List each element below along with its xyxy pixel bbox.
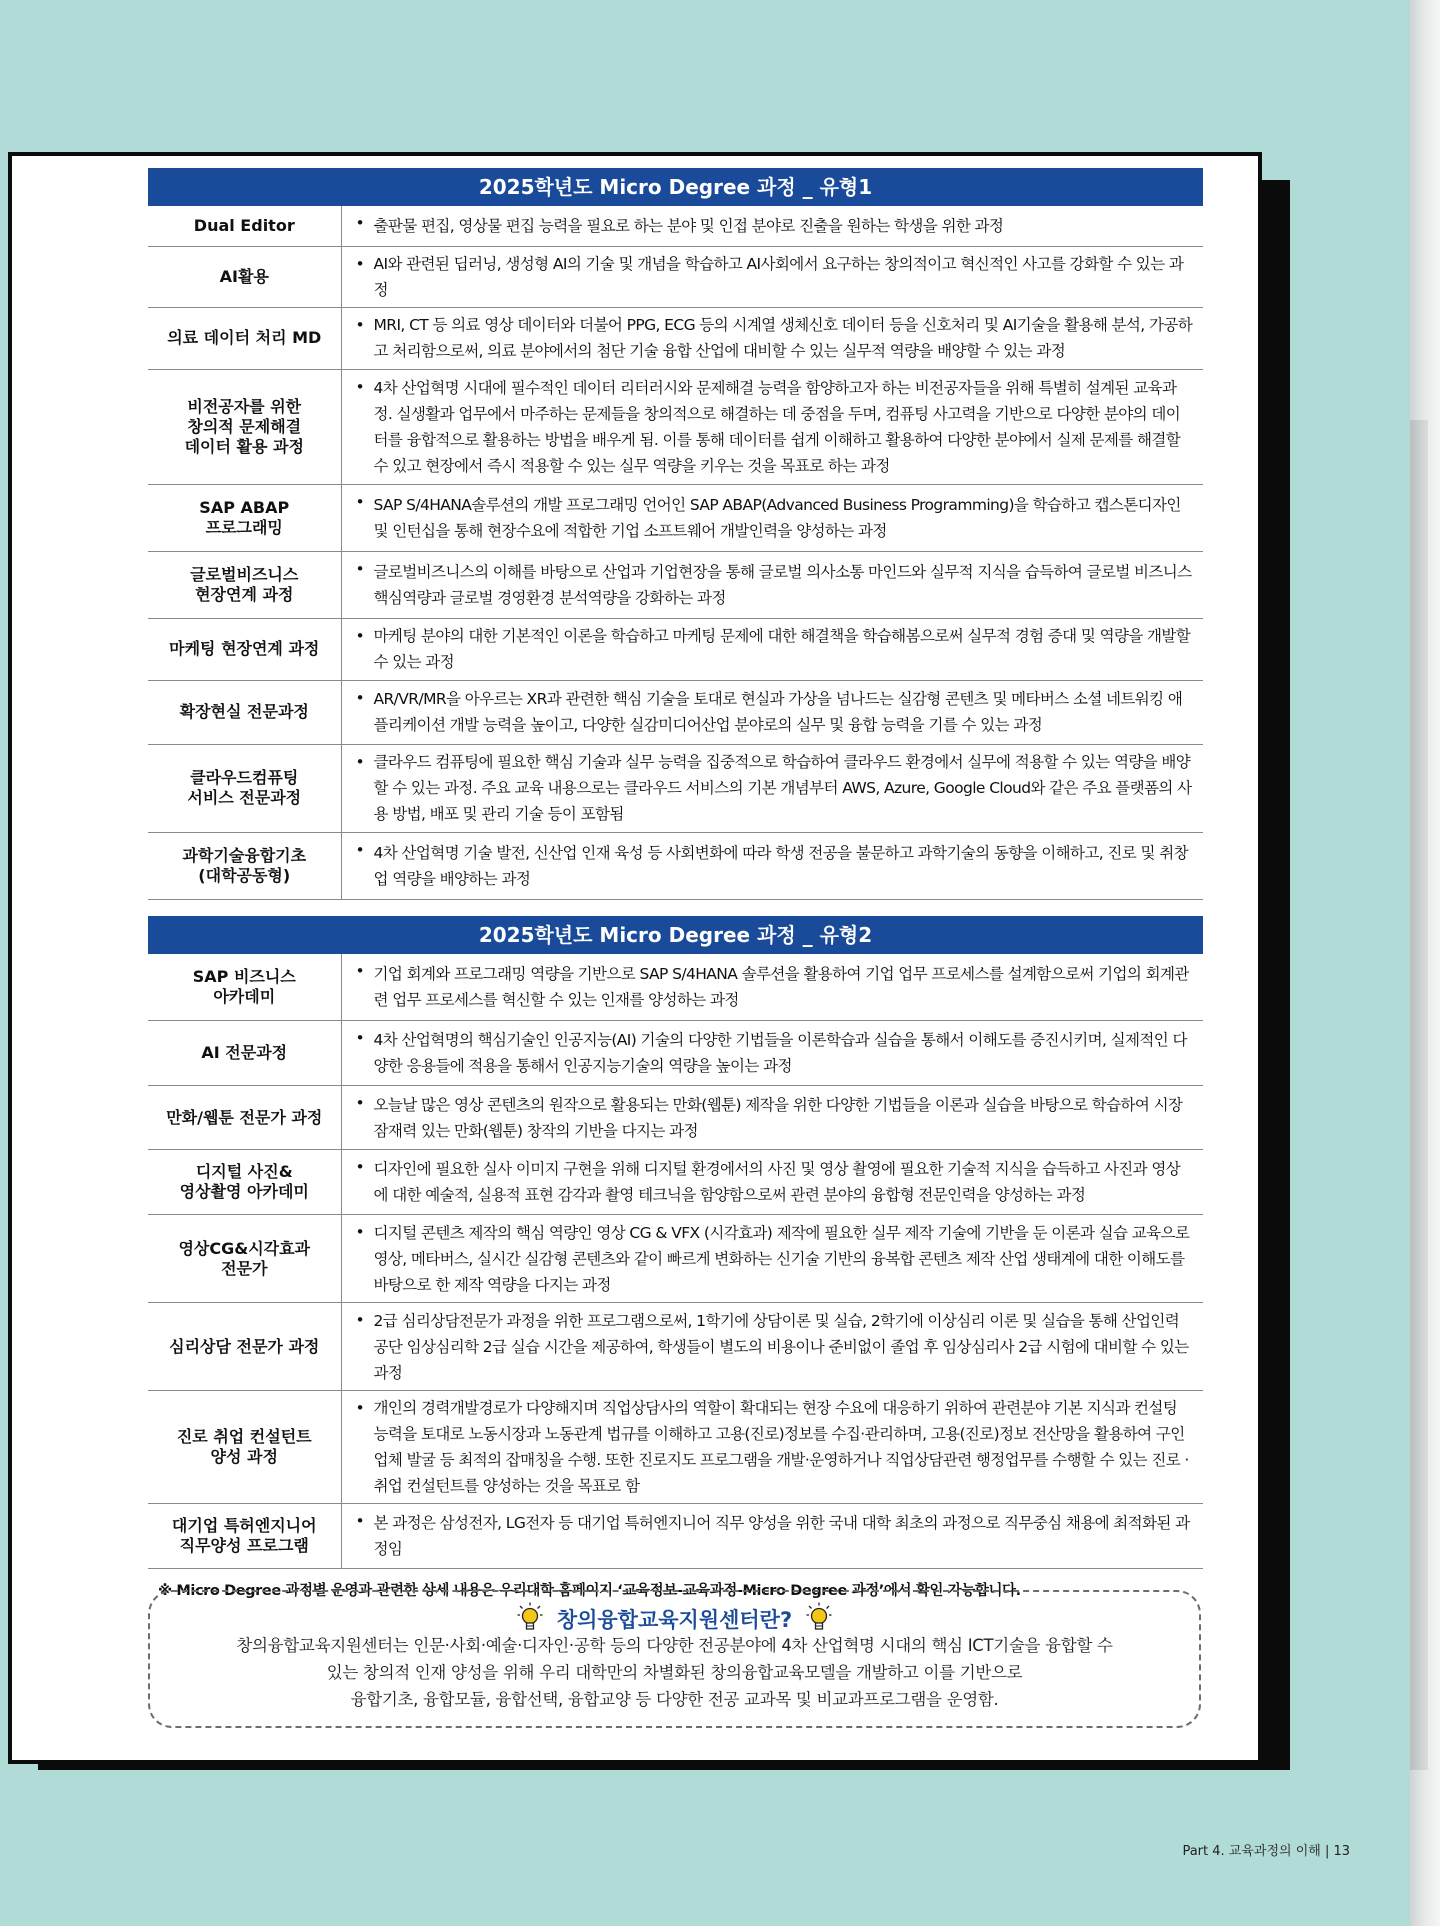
course-name: 클라우드컴퓨팅 서비스 전문과정 [148,744,341,832]
course-description: 4차 산업혁명의 핵심기술인 인공지능(AI) 기술의 다양한 기법들을 이론학습과 실습을 통해서 이해도를 증진시키며, 실제적인 다양한 응용들에 적용을 통해서 인공지능기술의 역량을 높이는 과정 [373,1031,1187,1075]
course-description-cell [341,1391,1203,1504]
course-description: 오늘날 많은 영상 콘텐츠의 원작으로 활용되는 만화(웹툰) 제작을 위한 다양한 기법들을 이론과 실습을 바탕으로 학습하여 시장 잠재력 있는 만화(웹툰) 창작의 기반을 다지는 과정 [373,1095,1183,1140]
course-name: 대기업 특허엔지니어 직무양성 프로그램 [148,1504,341,1569]
course-name: 글로벌비즈니스 현장연계 과정 [148,551,341,618]
course-description-cell [341,1504,1203,1569]
course-description-cell [341,832,1203,899]
course-name: SAP 비즈니스 아카데미 [148,954,341,1021]
section1-table [148,206,1203,900]
course-description-cell [341,1021,1203,1086]
course-description-cell [341,680,1203,744]
course-name: 의료 데이터 처리 MD [148,307,341,369]
center-line: 있는 창의적 인재 양성을 위해 우리 대학만의 차별화된 창의융합교육모델을 개발하고 이를 기반으로 [326,1663,1023,1682]
bullet-marker: • [355,315,365,334]
section2-table [148,954,1203,1570]
course-name: 확장현실 전문과정 [148,680,341,744]
course-description-cell [341,551,1203,618]
bullet-marker: • [355,688,365,707]
course-description: 글로벌비즈니스의 이해를 바탕으로 산업과 기업현장을 통해 글로벌 의사소통 마인드와 실무적 지식을 습득하여 글로벌 비즈니스 핵심역량과 글로벌 경영환경 분석역량을 강화하는 과정 [373,562,1192,607]
course-description: AI와 관련된 딥러닝, 생성형 AI의 기술 및 개념을 학습하고 AI사회에서 요구하는 창의적이고 혁신적인 사고를 강화할 수 있는 과정 [373,254,1184,299]
bullet-marker: • [355,1311,365,1329]
course-description-cell [341,369,1203,484]
section1-header: 2025학년도 Micro Degree 과정 _ 유형1 [148,168,1203,206]
center-title-row [150,1602,1199,1632]
course-description-cell [341,618,1203,680]
course-description: AR/VR/MR을 아우르는 XR과 관련한 핵심 기술을 토대로 현실과 가상을 넘나드는 실감형 콘텐츠 및 메타버스 소셜 네트워킹 애플리케이션 개발 능력을 높이고, 다양한 실감미디어산업 분야로의 실무 및 융합 능력을 기를 수 있는 과정 [373,690,1183,734]
center-info-box [148,1590,1201,1728]
course-description-cell [341,1150,1203,1215]
bullet-marker: • [355,1029,365,1047]
course-description-cell [341,1303,1203,1391]
course-description: MRI, CT 등 의료 영상 데이터와 더불어 PPG, ECG 등의 시계열 생체신호 데이터 등을 신호처리 및 AI기술을 활용해 분석, 가공하고 처리함으로써, 의료 분야에서의 첨단 기술 융합 산업에 대비할 수 있는 실무적 역량을 배양할 수 있는 과정 [373,316,1193,360]
bullet-marker: • [355,1223,365,1241]
course-description-cell [341,484,1203,551]
bullet-marker: • [355,1158,365,1176]
course-description: 2급 심리상담전문가 과정을 위한 프로그램으로써, 1학기에 상담이론 및 실습, 2학기에 이상심리 이론 및 실습을 통해 산업인력공단 임상심리학 2급 실습 시간을 제공하여, 학생들이 별도의 비용이나 준비없이 졸업 후 임상심리사 2급 시험에 대비할 수 있는 과정 [373,1311,1189,1382]
course-name: Dual Editor [148,206,341,246]
bullet-marker: • [355,559,365,578]
bullet-marker: • [355,840,365,859]
course-description: 본 과정은 삼성전자, LG전자 등 대기업 특허엔지니어 직무 양성을 위한 국내 대학 최초의 과정으로 직무중심 채용에 최적화된 과정임 [373,1514,1190,1558]
course-description: 디자인에 필요한 실사 이미지 구현을 위해 디지털 환경에서의 사진 및 영상 촬영에 필요한 기술적 지식을 습득하고 사진과 영상에 대한 예술적, 실용적 표현 감각과 촬영 테크닉을 함양함으로써 관련 분야의 융합형 전문인력을 양성하는 과정 [373,1160,1181,1204]
course-description: 클라우드 컴퓨팅에 필요한 핵심 기술과 실무 능력을 집중적으로 학습하여 클라우드 환경에서 실무에 적용할 수 있는 역량을 배양할 수 있는 과정. 주요 교육 내용으로는 클라우드 서비스의 기본 개념부터 AWS, Azure, Google Cloud와 같은 주요 플랫폼의 사용 방법, 배포 및 관리 기술 등이 포함됨 [373,753,1192,823]
course-description: 출판물 편집, 영상물 편집 능력을 필요로 하는 분야 및 인접 분야로 진출을 원하는 학생을 위한 과정 [373,216,1004,235]
page-footer: Part 4. 교육과정의 이해 | 13 [1182,1844,1350,1859]
course-description-cell [341,307,1203,369]
course-row [148,1021,1203,1086]
note-text: ※ Micro Degree 과정별 운영과 관련한 상세 내용은 우리대학 홈페이지 ‘교육정보-교육과정-Micro Degree 과정’에서 확인 가능합니다. [158,1583,1021,1599]
course-tables [148,168,1203,1600]
course-name: 영상CG&시각효과 전문가 [148,1215,341,1303]
course-name: AI 전문과정 [148,1021,341,1086]
course-name: 진로 취업 컨설턴트 양성 과정 [148,1391,341,1504]
course-description-cell [341,1215,1203,1303]
bullet-marker: • [355,752,365,771]
center-line: 창의융합교육지원센터는 인문·사회·예술·디자인·공학 등의 다양한 전공분야에 4차 산업혁명 시대의 핵심 ICT기술을 융합할 수 [236,1636,1113,1655]
course-description-cell [341,206,1203,246]
course-name: 마케팅 현장연계 과정 [148,618,341,680]
course-description: 개인의 경력개발경로가 다양해지며 직업상담사의 역할이 확대되는 현장 수요에 대응하기 위하여 관련분야 기본 지식과 컨설팅 능력을 토대로 노동시장과 노동관계 법규를 이해하고 고용(진로)정보를 수집·관리하며, 고용(진로)정보 전산망을 활용하여 구인업체 발굴 등 최적의 잡매칭을 수행. 또한 진로지도 프로그램을 개발·운영하거나 직업상담관련 행정업무를 수행할 수 있는 진로 · 취업 컨설턴트를 양성하는 것을 목표로 함 [373,1399,1189,1495]
course-description: 디지털 콘텐츠 제작의 핵심 역량인 영상 CG & VFX (시각효과) 제작에 필요한 실무 제작 기술에 기반을 둔 이론과 실습 교육으로 영상, 메타버스, 실시간 실감형 콘텐츠와 같이 빠르게 변화하는 신기술 기반의 융복합 콘텐츠 제작 산업 생태계에 대한 이해도를 바탕으로 한 제작 역량을 다지는 과정 [373,1223,1190,1294]
course-row [148,484,1203,551]
bullet-marker: • [355,492,365,511]
course-description-cell [341,954,1203,1021]
course-name: 디지털 사진& 영상촬영 아카데미 [148,1150,341,1215]
course-description-cell [341,246,1203,307]
page-edge [1410,0,1440,1926]
bullet-marker: • [355,254,365,273]
course-description: 마케팅 분야의 대한 기본적인 이론을 학습하고 마케팅 문제에 대한 해결책을 학습해봄으로써 실무적 경험 증대 및 역량을 개발할 수 있는 과정 [373,627,1191,671]
bullet-marker: • [355,1512,365,1530]
course-description-cell [341,1086,1203,1150]
bullet-marker: • [355,1399,365,1417]
course-row [148,680,1203,744]
course-description: 기업 회계와 프로그래밍 역량을 기반으로 SAP S/4HANA 솔루션을 활용하여 기업 업무 프로세스를 설계함으로써 기업의 회계관련 업무 프로세스를 혁신할 수 있는 인재를 양성하는 과정 [373,964,1189,1009]
course-name: 만화/웹툰 전문가 과정 [148,1086,341,1150]
course-row [148,954,1203,1021]
course-name: 과학기술융합기초 (대학공동형) [148,832,341,899]
course-row [148,1504,1203,1569]
course-row [148,246,1203,307]
course-name: AI활용 [148,246,341,307]
course-row [148,551,1203,618]
course-row [148,1086,1203,1150]
center-line: 융합기초, 융합모듈, 융합선택, 융합교양 등 다양한 전공 교과목 및 비교과프로그램을 운영함. [350,1690,999,1709]
bullet-marker: • [355,626,365,645]
course-description: 4차 산업혁명 시대에 필수적인 데이터 리터러시와 문제해결 능력을 함양하고자 하는 비전공자들을 위해 특별히 설계된 교육과정. 실생활과 업무에서 마주하는 문제들을 창의적으로 해결하는 데 중점을 두며, 컴퓨팅 사고력을 기반으로 다양한 분야의 데이터를 융합적으로 활용하는 방법을 배우게 됨. 이를 통해 데이터를 쉽게 이해하고 활용하여 다양한 분야에서 실제 문제를 해결할 수 있고 현장에서 즉시 적용할 수 있는 실무 역량을 키우는 것을 목표로 하는 과정 [373,378,1181,475]
course-row [148,1391,1203,1504]
course-row [148,1303,1203,1391]
course-row [148,206,1203,246]
course-description: 4차 산업혁명 기술 발전, 신산업 인재 육성 등 사회변화에 따라 학생 전공을 불문하고 과학기술의 동향을 이해하고, 진로 및 취창업 역량을 배양하는 과정 [373,843,1188,888]
course-row [148,618,1203,680]
course-row [148,1150,1203,1215]
course-row [148,369,1203,484]
course-row [148,1215,1203,1303]
course-name: 심리상담 전문가 과정 [148,1303,341,1391]
course-name: 비전공자를 위한 창의적 문제해결 데이터 활용 과정 [148,369,341,484]
section2-header: 2025학년도 Micro Degree 과정 _ 유형2 [148,916,1203,954]
course-row [148,307,1203,369]
course-row [148,744,1203,832]
center-title: 창의융합교육지원센터란? [556,1608,793,1632]
bullet-marker: • [355,377,365,396]
course-description-cell [341,744,1203,832]
center-body [150,1632,1199,1713]
bullet-marker: • [355,961,365,980]
bullet-marker: • [355,1094,365,1112]
course-row [148,832,1203,899]
course-name: SAP ABAP 프로그래밍 [148,484,341,551]
bullet-marker: • [355,214,365,232]
course-description: SAP S/4HANA솔루션의 개발 프로그래밍 언어인 SAP ABAP(Advanced Business Programming)을 학습하고 캡스톤디자인 및 인턴십을 통해 현장수요에 적합한 기업 소프트웨어 개발인력을 양성하는 과정 [373,495,1181,540]
